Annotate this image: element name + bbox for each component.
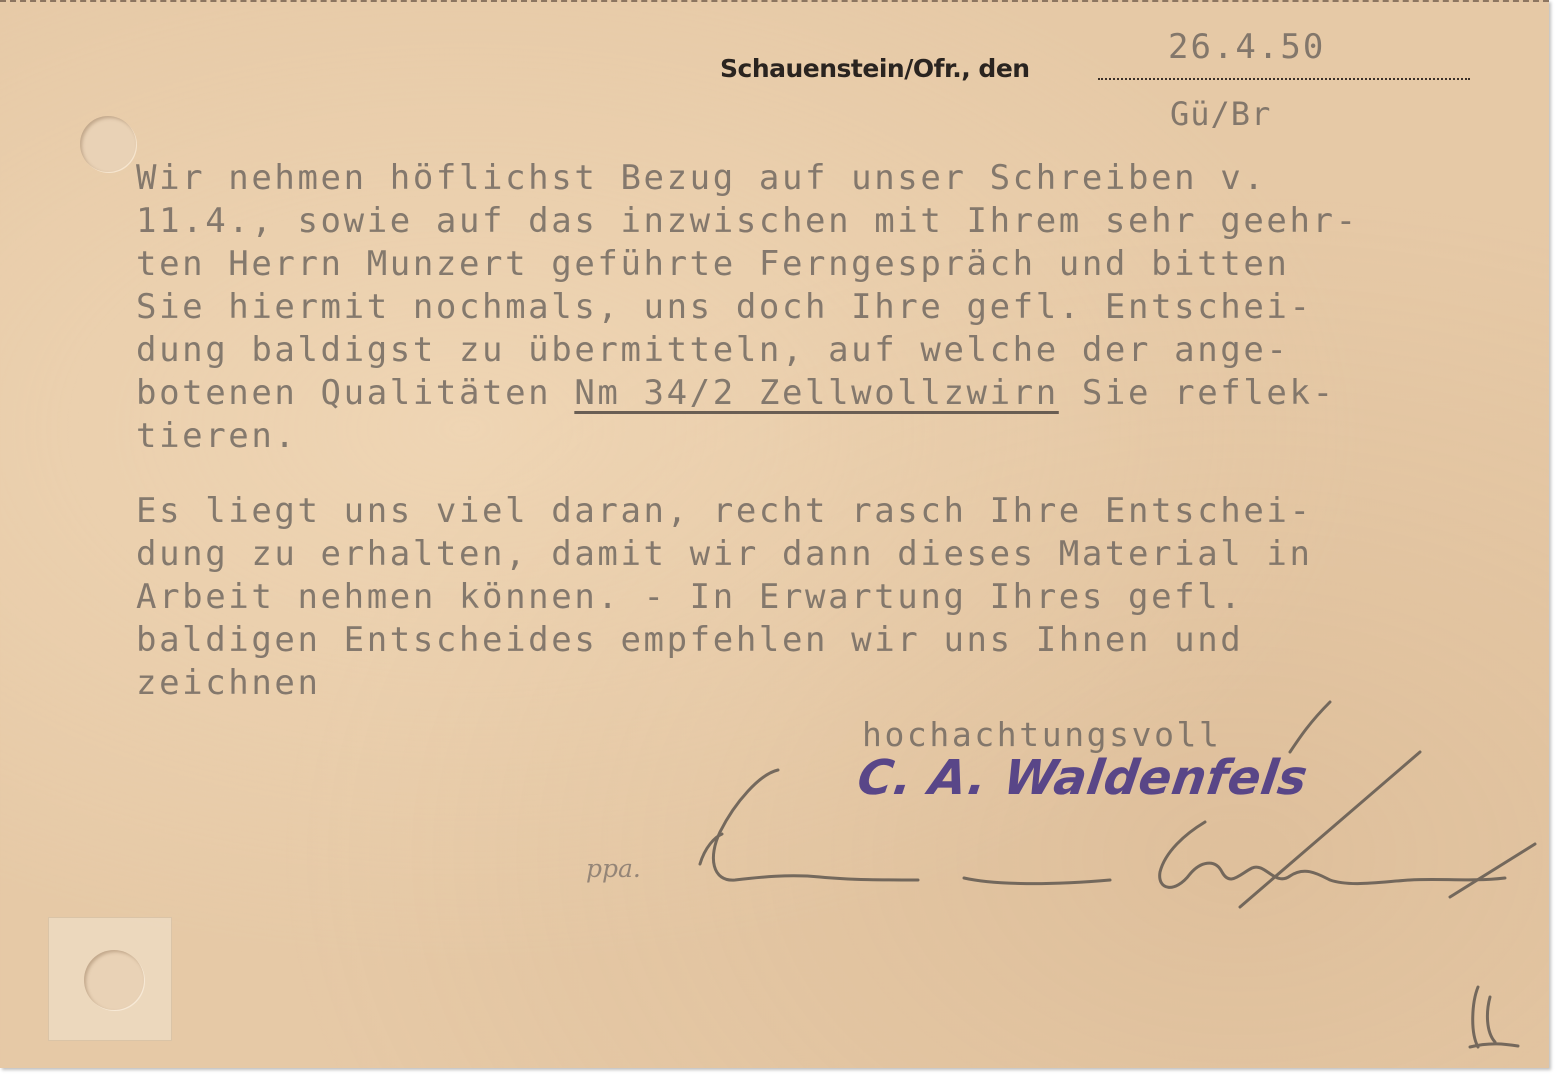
signature-right <box>1160 822 1505 887</box>
punch-hole-bottom <box>84 950 144 1010</box>
body-paragraph-2: Es liegt uns viel daran, recht rasch Ihre Entschei- dung zu erhalten, damit wir dann dieses Material in Arbeit nehmen können. - In Erwartung Ihres gefl. baldigen Entscheides empfehlen wir uns Ihnen und zeichnen <box>136 491 1313 703</box>
date-dotted-line <box>1098 78 1470 80</box>
company-stamp: C. A. Waldenfels <box>854 750 1312 806</box>
place-label: Schauenstein/Ofr., den <box>720 54 1030 83</box>
signature-right-stroke <box>1450 844 1535 897</box>
paragraph-1-text-end: Sie reflek- tieren. <box>136 373 1336 456</box>
body-paragraph-1 <box>136 157 1359 458</box>
paragraph-1-text-start: Wir nehmen höflichst Bezug auf unser Schreiben v. 11.4., sowie auf das inzwischen mit Ihrem sehr geehr- ten Herrn Munzert geführte Ferngespräch und bitten Sie hiermit nochmals, uns doch Ihre gefl. Entschei- dung baldigst zu übermitteln, auf welche der ange- botenen Qualitäten <box>136 158 1359 413</box>
closing-salutation: hochachtungsvoll <box>862 715 1222 754</box>
ppa-label: ppa. <box>586 854 641 883</box>
signature-dash <box>964 878 1110 884</box>
reference-code: Gü/Br <box>1170 95 1272 133</box>
letter-date: 26.4.50 <box>1168 27 1326 67</box>
product-quality-underlined: Nm 34/2 Zellwollzwirn <box>574 373 1059 413</box>
punch-hole-top <box>80 116 136 172</box>
signature-left-tail <box>700 834 722 864</box>
signature-right-loop <box>1290 702 1330 752</box>
initials-mark <box>1470 987 1518 1047</box>
